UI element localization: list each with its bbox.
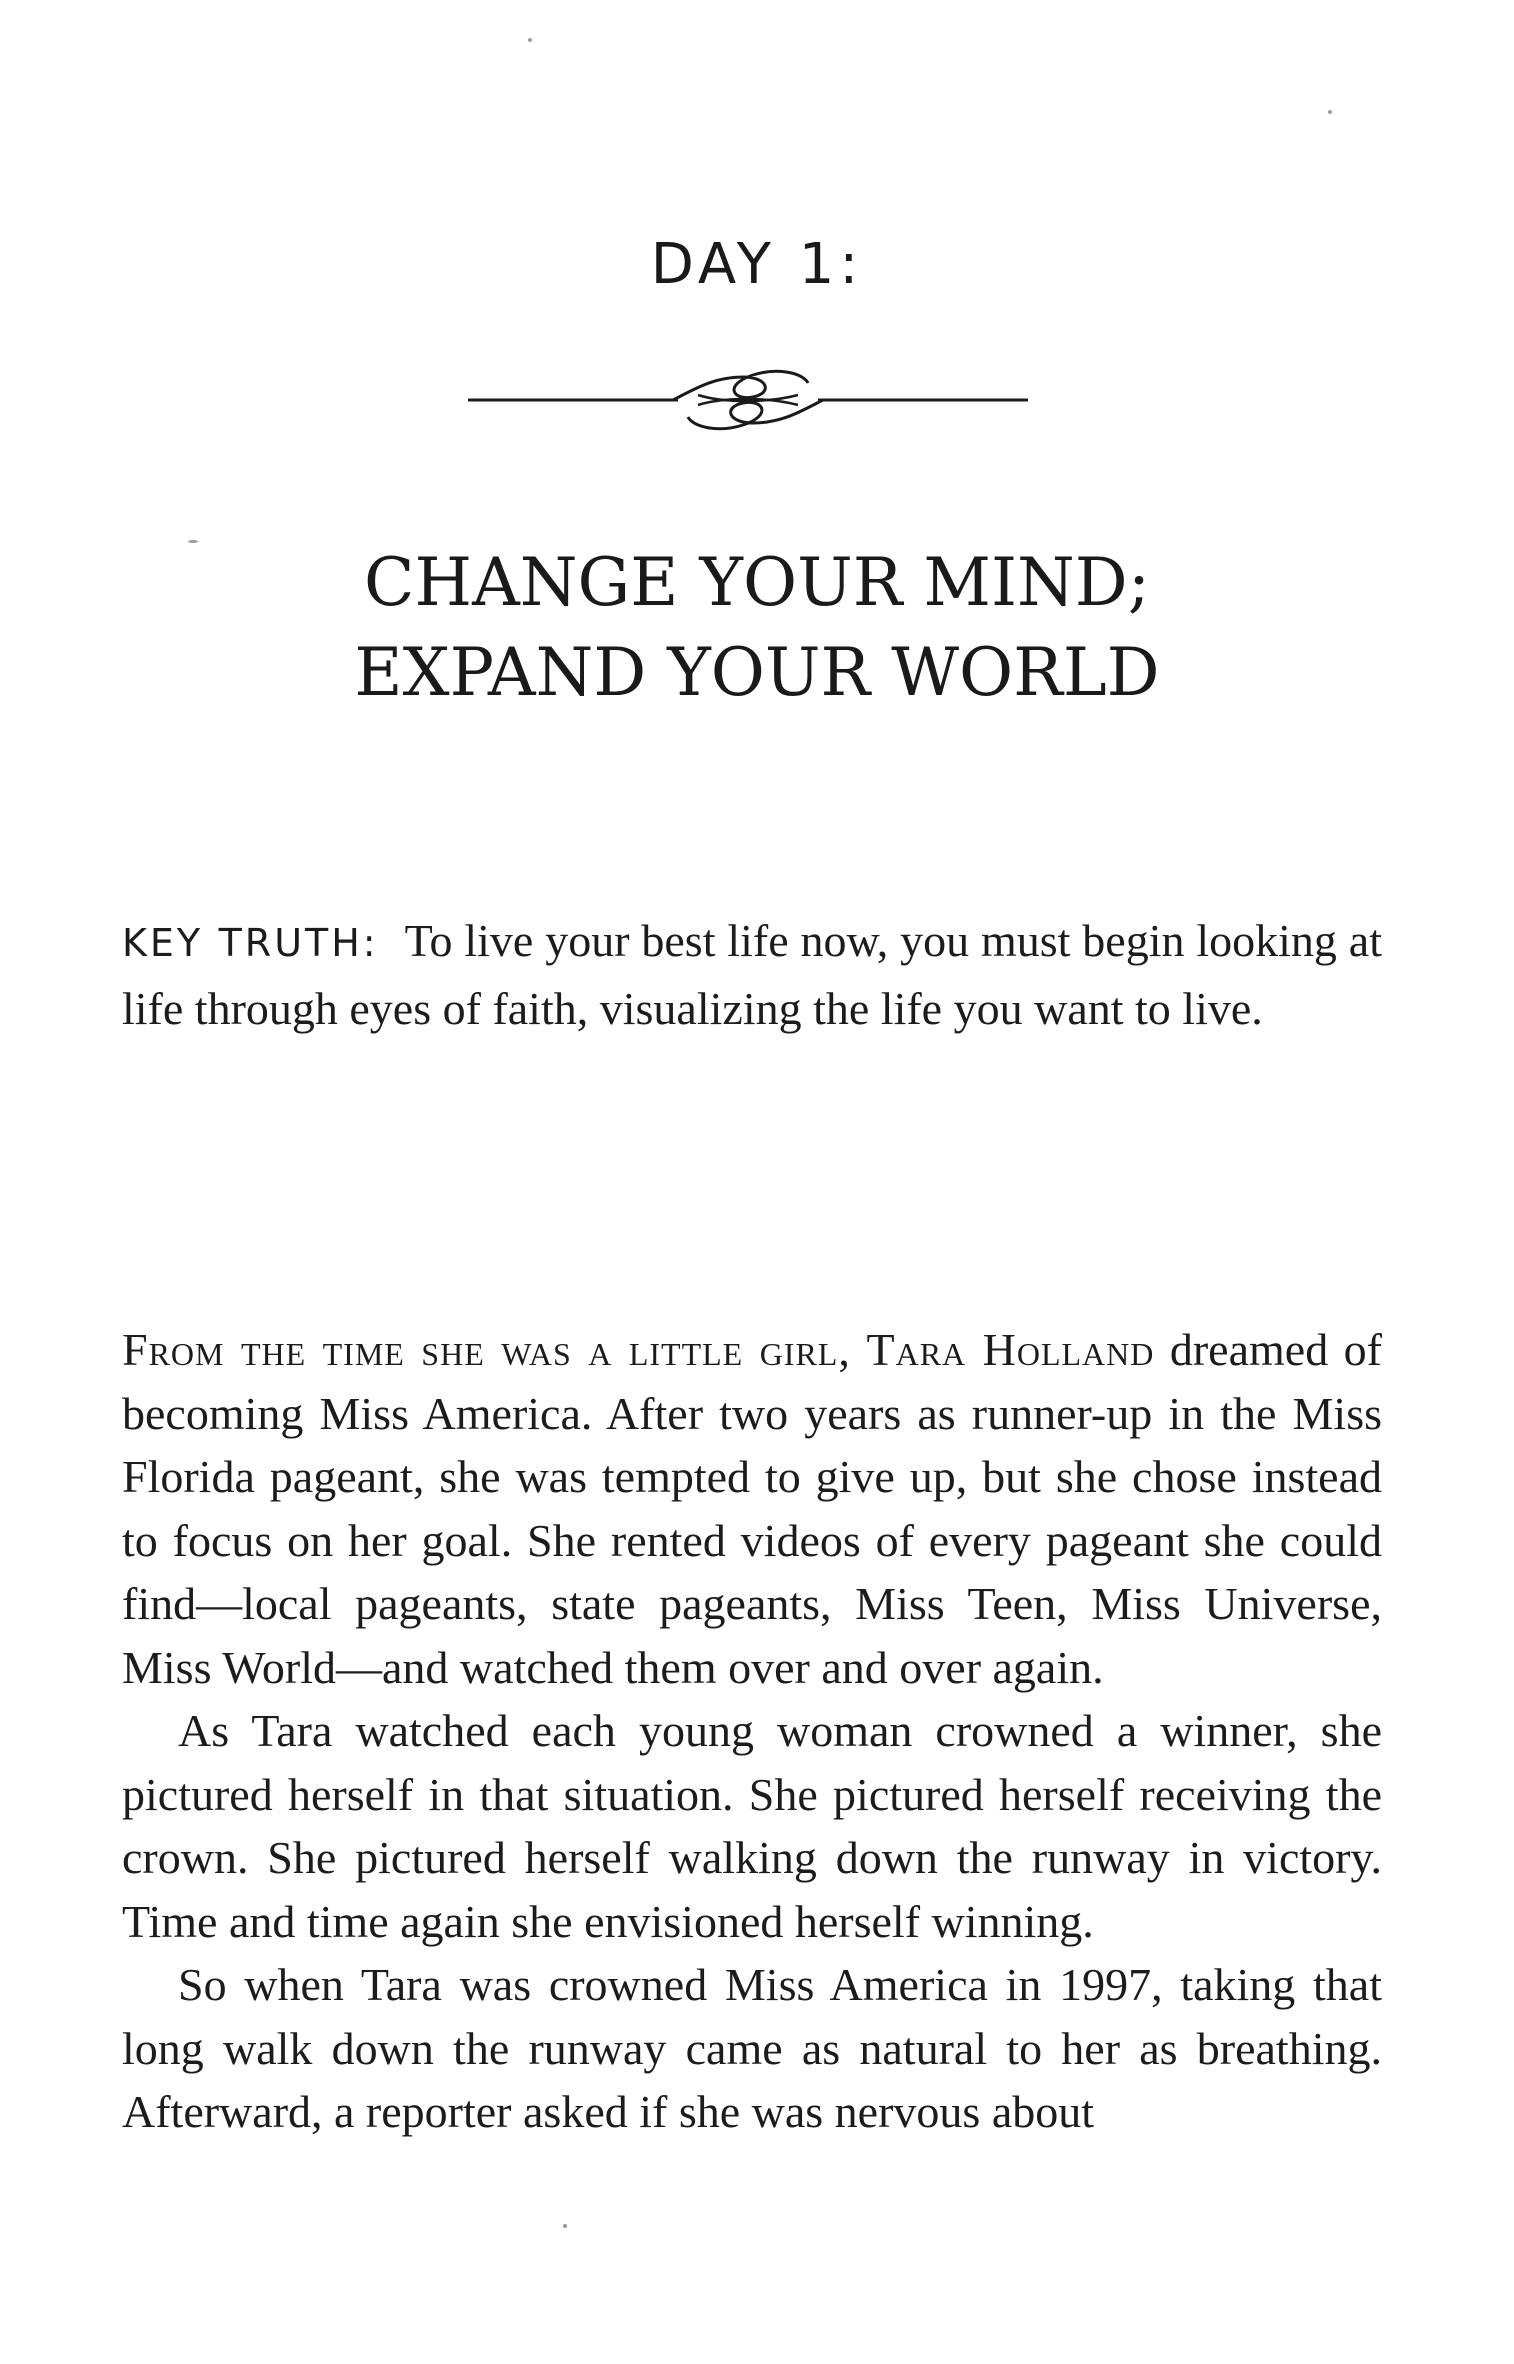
opening-smallcaps: From the time she was a little girl, Tara Holland: [122, 1324, 1155, 1375]
key-truth-text: To live your best life now, you must begin looking at life through eyes of faith, visualizing the life you want to live.: [122, 915, 1382, 1034]
flourish-divider-icon: [468, 355, 1028, 445]
paragraph-1-text: dreamed of becoming Miss America. After two years as runner-up in the Miss Florida pageant, she was tempted to give up, but she chose instead to focus on her goal. She rented videos of every pageant she could find—local pageants, state pageants, Miss Teen, Miss Universe, Miss World—and watched them over and over again.: [122, 1324, 1382, 1693]
paragraph-3: So when Tara was crowned Miss America in 1997, taking that long walk down the runway came as natural to her as breathing. Afterward, a reporter asked if she was nervous about: [122, 1959, 1382, 2137]
paper-speck: [528, 38, 532, 42]
paragraph-1: [122, 1318, 1382, 1699]
paper-speck: [563, 2224, 567, 2228]
day-heading: DAY 1:: [650, 232, 864, 297]
chapter-title-line1: CHANGE YOUR MIND;: [364, 544, 1150, 621]
chapter-title-line2: EXPAND YOUR WORLD: [354, 634, 1160, 711]
key-truth-label: KEY TRUTH:: [122, 921, 379, 965]
paragraph-2: As Tara watched each young woman crowned a winner, she pictured herself in that situation. She pictured herself receiving the crown. She pictured herself walking down the runway in victory. Time and time again she envisioned herself winning.: [122, 1705, 1382, 1947]
key-truth-block: [122, 908, 1382, 1042]
body-text: [122, 1318, 1382, 2144]
paper-speck: [1328, 110, 1332, 114]
paper-speck: [188, 540, 198, 543]
chapter-title: [0, 538, 1514, 718]
